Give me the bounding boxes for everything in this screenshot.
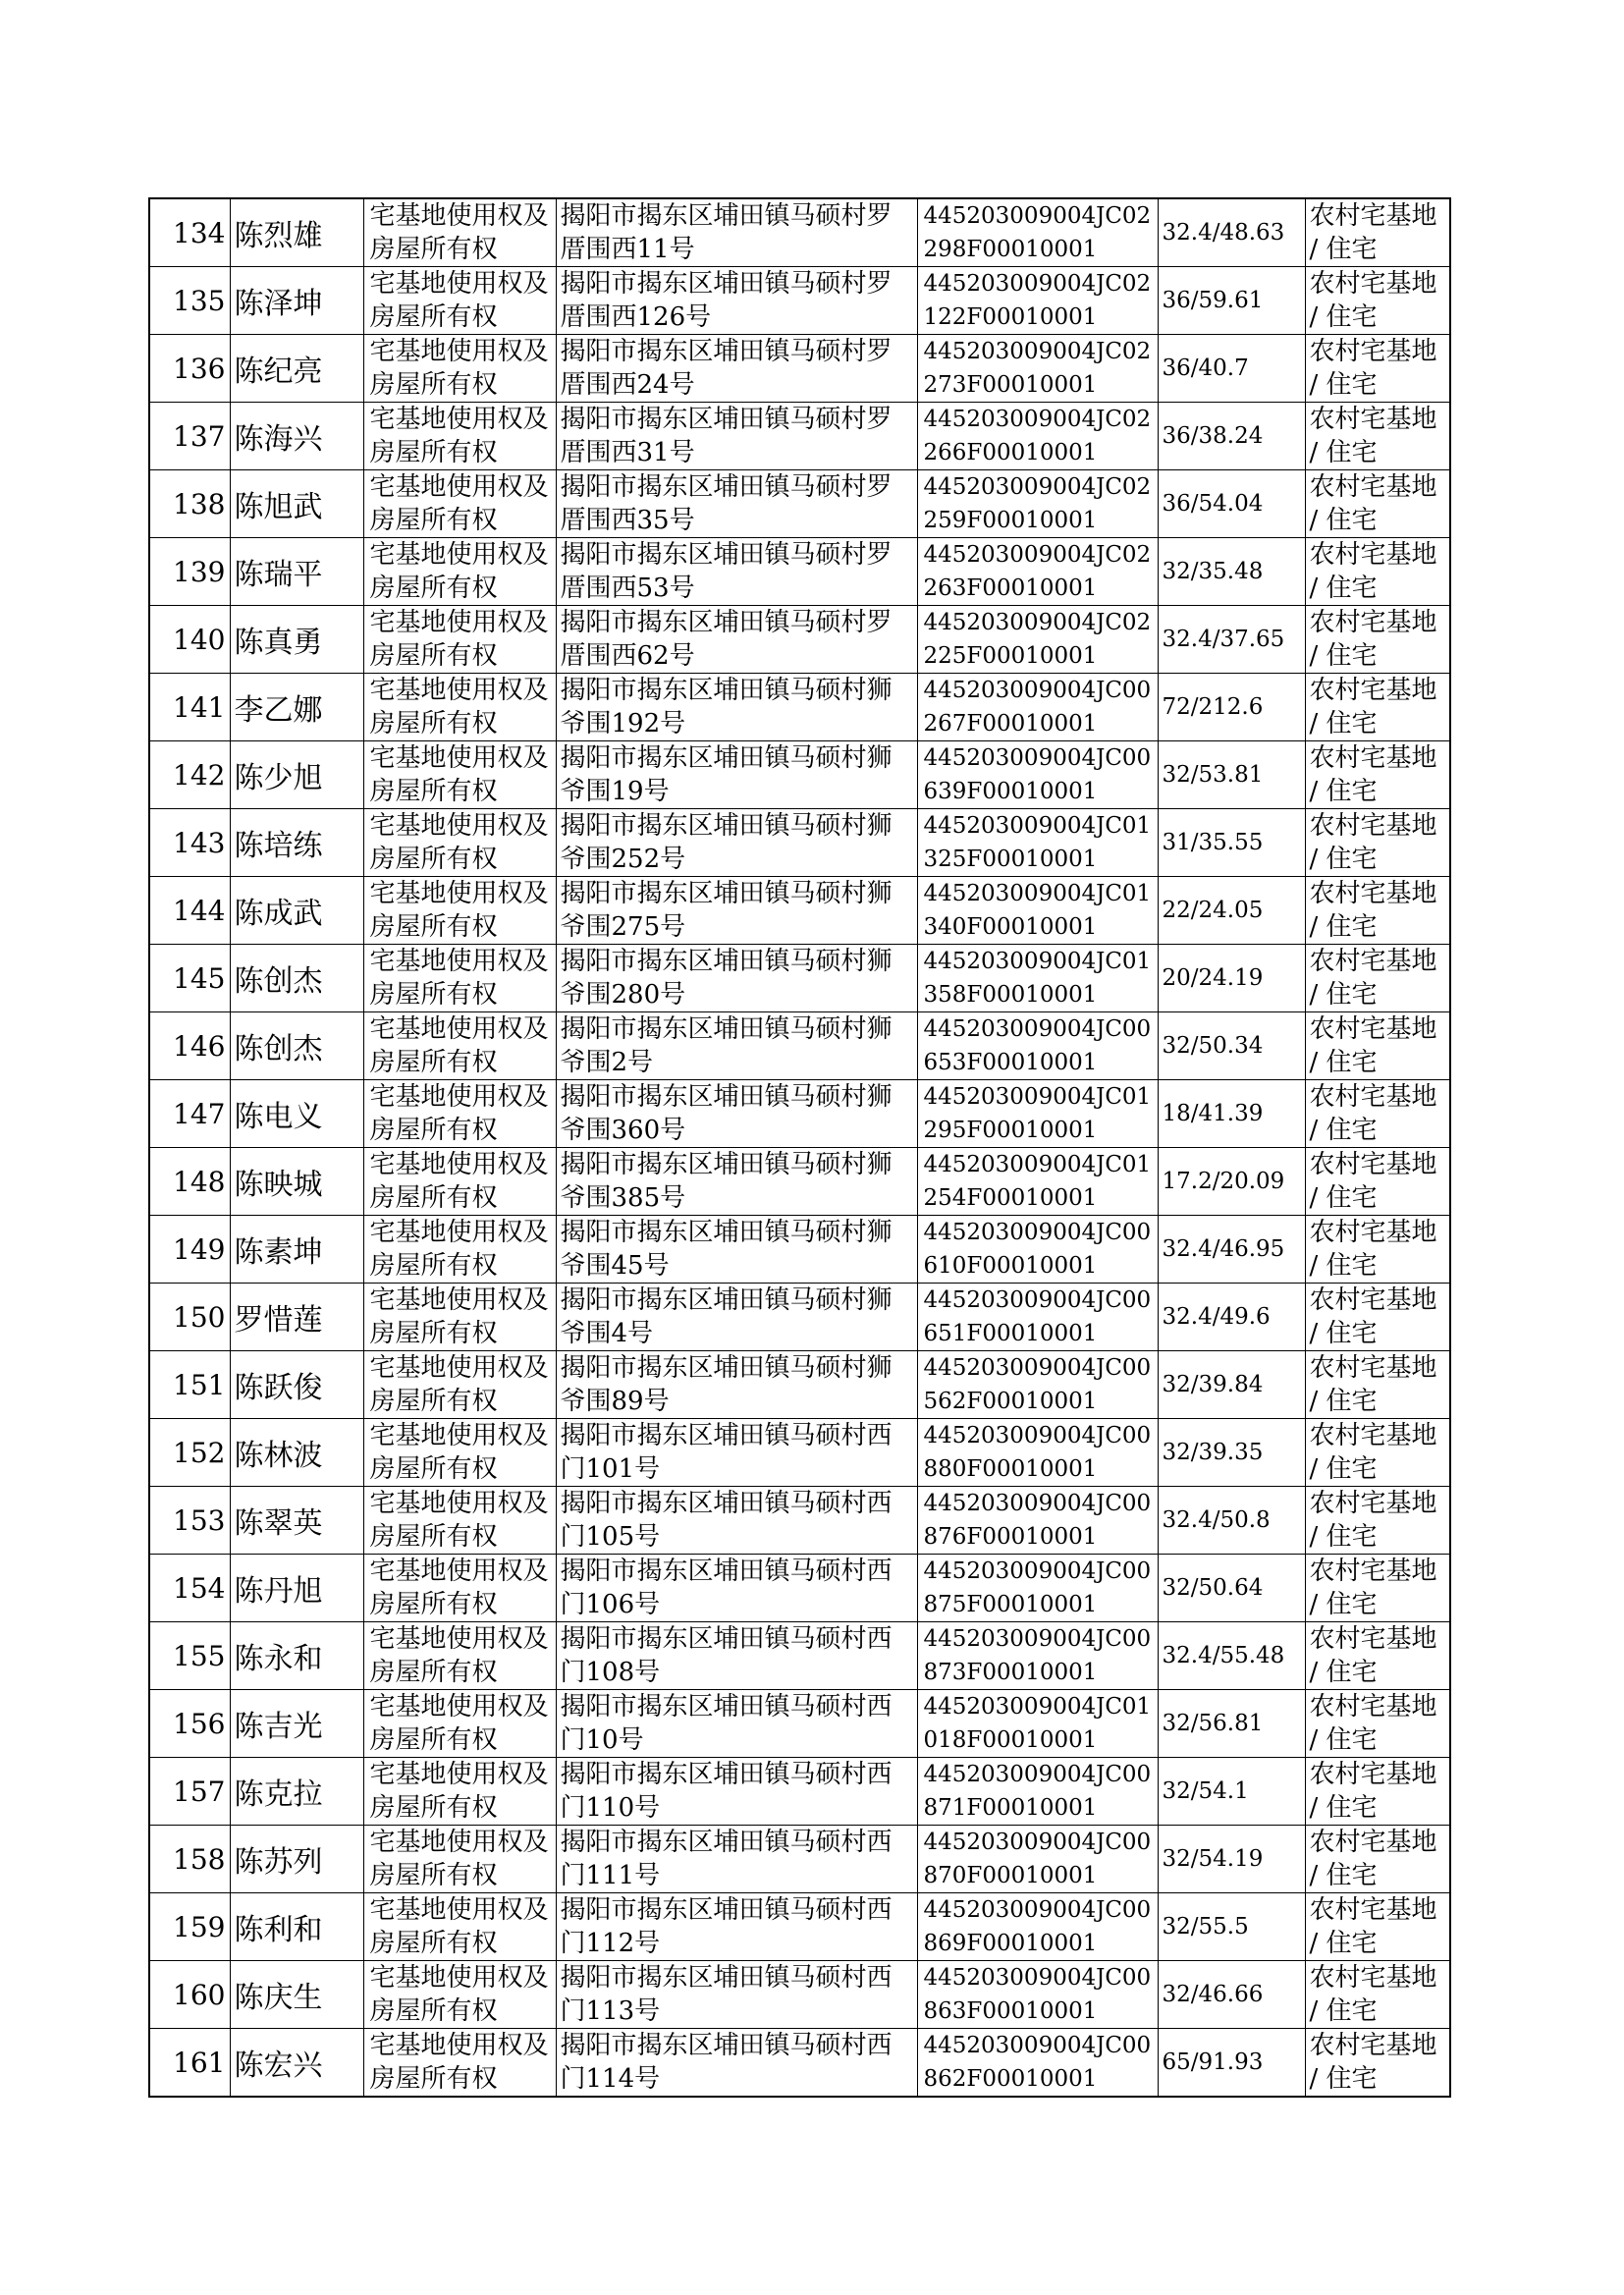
land-use-cell: 农村宅基地 / 住宅 (1305, 1419, 1450, 1487)
land-use-cell: 农村宅基地 / 住宅 (1305, 1758, 1450, 1826)
location-cell: 揭阳市揭东区埔田镇马硕村狮爷围275号 (556, 877, 917, 945)
location-cell: 揭阳市揭东区埔田镇马硕村狮爷围45号 (556, 1216, 917, 1284)
area-cell: 32/56.81 (1158, 1690, 1305, 1758)
area-cell: 32/50.64 (1158, 1555, 1305, 1622)
row-number-cell: 154 (149, 1555, 230, 1622)
owner-name-cell: 陈瑞平 (230, 538, 363, 606)
land-use-cell: 农村宅基地 / 住宅 (1305, 403, 1450, 470)
location-cell: 揭阳市揭东区埔田镇马硕村西门114号 (556, 2029, 917, 2098)
property-rights-table (148, 197, 1451, 2098)
unit-code-cell: 445203009004JC00862F00010001 (917, 2029, 1158, 2098)
owner-name-cell: 陈丹旭 (230, 1555, 363, 1622)
table-row (149, 1351, 1450, 1419)
land-use-cell: 农村宅基地 / 住宅 (1305, 267, 1450, 335)
land-use-cell: 农村宅基地 / 住宅 (1305, 1216, 1450, 1284)
right-type-cell: 宅基地使用权及房屋所有权 (363, 606, 556, 674)
row-number-cell: 160 (149, 1961, 230, 2029)
area-cell: 32/46.66 (1158, 1961, 1305, 2029)
land-use-cell: 农村宅基地 / 住宅 (1305, 470, 1450, 538)
right-type-cell: 宅基地使用权及房屋所有权 (363, 470, 556, 538)
area-cell: 31/35.55 (1158, 809, 1305, 877)
area-cell: 32/50.34 (1158, 1012, 1305, 1080)
unit-code-cell: 445203009004JC00610F00010001 (917, 1216, 1158, 1284)
land-use-cell: 农村宅基地 / 住宅 (1305, 1893, 1450, 1961)
table-row (149, 1622, 1450, 1690)
right-type-cell: 宅基地使用权及房屋所有权 (363, 1284, 556, 1351)
table-row (149, 538, 1450, 606)
table-row (149, 1080, 1450, 1148)
area-cell: 32.4/49.6 (1158, 1284, 1305, 1351)
land-use-cell: 农村宅基地 / 住宅 (1305, 1487, 1450, 1555)
land-use-cell: 农村宅基地 / 住宅 (1305, 1012, 1450, 1080)
owner-name-cell: 陈海兴 (230, 403, 363, 470)
unit-code-cell: 445203009004JC02259F00010001 (917, 470, 1158, 538)
table-row (149, 1690, 1450, 1758)
right-type-cell: 宅基地使用权及房屋所有权 (363, 198, 556, 267)
right-type-cell: 宅基地使用权及房屋所有权 (363, 1555, 556, 1622)
row-number-cell: 155 (149, 1622, 230, 1690)
unit-code-cell: 445203009004JC01018F00010001 (917, 1690, 1158, 1758)
location-cell: 揭阳市揭东区埔田镇马硕村西门111号 (556, 1826, 917, 1893)
row-number-cell: 153 (149, 1487, 230, 1555)
unit-code-cell: 445203009004JC00562F00010001 (917, 1351, 1158, 1419)
right-type-cell: 宅基地使用权及房屋所有权 (363, 945, 556, 1012)
unit-code-cell: 445203009004JC02122F00010001 (917, 267, 1158, 335)
unit-code-cell: 445203009004JC00267F00010001 (917, 674, 1158, 741)
owner-name-cell: 陈永和 (230, 1622, 363, 1690)
owner-name-cell: 陈真勇 (230, 606, 363, 674)
location-cell: 揭阳市揭东区埔田镇马硕村西门112号 (556, 1893, 917, 1961)
right-type-cell: 宅基地使用权及房屋所有权 (363, 741, 556, 809)
row-number-cell: 140 (149, 606, 230, 674)
land-use-cell: 农村宅基地 / 住宅 (1305, 1148, 1450, 1216)
owner-name-cell: 李乙娜 (230, 674, 363, 741)
right-type-cell: 宅基地使用权及房屋所有权 (363, 335, 556, 403)
table-row (149, 606, 1450, 674)
unit-code-cell: 445203009004JC00863F00010001 (917, 1961, 1158, 2029)
land-use-cell: 农村宅基地 / 住宅 (1305, 945, 1450, 1012)
land-use-cell: 农村宅基地 / 住宅 (1305, 198, 1450, 267)
row-number-cell: 147 (149, 1080, 230, 1148)
unit-code-cell: 445203009004JC00875F00010001 (917, 1555, 1158, 1622)
location-cell: 揭阳市揭东区埔田镇马硕村西门108号 (556, 1622, 917, 1690)
unit-code-cell: 445203009004JC02298F00010001 (917, 198, 1158, 267)
unit-code-cell: 445203009004JC02266F00010001 (917, 403, 1158, 470)
unit-code-cell: 445203009004JC01325F00010001 (917, 809, 1158, 877)
location-cell: 揭阳市揭东区埔田镇马硕村狮爷围280号 (556, 945, 917, 1012)
table-row (149, 1758, 1450, 1826)
right-type-cell: 宅基地使用权及房屋所有权 (363, 538, 556, 606)
row-number-cell: 143 (149, 809, 230, 877)
right-type-cell: 宅基地使用权及房屋所有权 (363, 1893, 556, 1961)
right-type-cell: 宅基地使用权及房屋所有权 (363, 1487, 556, 1555)
location-cell: 揭阳市揭东区埔田镇马硕村狮爷围89号 (556, 1351, 917, 1419)
land-use-cell: 农村宅基地 / 住宅 (1305, 1284, 1450, 1351)
row-number-cell: 134 (149, 198, 230, 267)
land-use-cell: 农村宅基地 / 住宅 (1305, 1826, 1450, 1893)
area-cell: 32.4/46.95 (1158, 1216, 1305, 1284)
land-use-cell: 农村宅基地 / 住宅 (1305, 741, 1450, 809)
unit-code-cell: 445203009004JC01340F00010001 (917, 877, 1158, 945)
row-number-cell: 135 (149, 267, 230, 335)
unit-code-cell: 445203009004JC00869F00010001 (917, 1893, 1158, 1961)
location-cell: 揭阳市揭东区埔田镇马硕村西门105号 (556, 1487, 917, 1555)
area-cell: 36/40.7 (1158, 335, 1305, 403)
land-use-cell: 农村宅基地 / 住宅 (1305, 1080, 1450, 1148)
area-cell: 36/54.04 (1158, 470, 1305, 538)
table-row (149, 335, 1450, 403)
right-type-cell: 宅基地使用权及房屋所有权 (363, 267, 556, 335)
land-use-cell: 农村宅基地 / 住宅 (1305, 606, 1450, 674)
owner-name-cell: 陈创杰 (230, 945, 363, 1012)
unit-code-cell: 445203009004JC01254F00010001 (917, 1148, 1158, 1216)
unit-code-cell: 445203009004JC02263F00010001 (917, 538, 1158, 606)
table-row (149, 674, 1450, 741)
row-number-cell: 150 (149, 1284, 230, 1351)
right-type-cell: 宅基地使用权及房屋所有权 (363, 1690, 556, 1758)
area-cell: 32.4/50.8 (1158, 1487, 1305, 1555)
owner-name-cell: 陈培练 (230, 809, 363, 877)
owner-name-cell: 陈宏兴 (230, 2029, 363, 2098)
table-row (149, 2029, 1450, 2098)
land-use-cell: 农村宅基地 / 住宅 (1305, 1961, 1450, 2029)
owner-name-cell: 陈创杰 (230, 1012, 363, 1080)
table-row (149, 1893, 1450, 1961)
owner-name-cell: 陈少旭 (230, 741, 363, 809)
right-type-cell: 宅基地使用权及房屋所有权 (363, 1622, 556, 1690)
owner-name-cell: 陈电义 (230, 1080, 363, 1148)
owner-name-cell: 陈旭武 (230, 470, 363, 538)
right-type-cell: 宅基地使用权及房屋所有权 (363, 1826, 556, 1893)
owner-name-cell: 陈跃俊 (230, 1351, 363, 1419)
row-number-cell: 142 (149, 741, 230, 809)
owner-name-cell: 陈映城 (230, 1148, 363, 1216)
row-number-cell: 151 (149, 1351, 230, 1419)
location-cell: 揭阳市揭东区埔田镇马硕村罗厝围西35号 (556, 470, 917, 538)
location-cell: 揭阳市揭东区埔田镇马硕村罗厝围西62号 (556, 606, 917, 674)
location-cell: 揭阳市揭东区埔田镇马硕村狮爷围360号 (556, 1080, 917, 1148)
area-cell: 32/54.19 (1158, 1826, 1305, 1893)
table-row (149, 1148, 1450, 1216)
table-row (149, 1961, 1450, 2029)
table-row (149, 198, 1450, 267)
right-type-cell: 宅基地使用权及房屋所有权 (363, 1012, 556, 1080)
location-cell: 揭阳市揭东区埔田镇马硕村狮爷围2号 (556, 1012, 917, 1080)
row-number-cell: 148 (149, 1148, 230, 1216)
row-number-cell: 145 (149, 945, 230, 1012)
table-row (149, 267, 1450, 335)
land-use-cell: 农村宅基地 / 住宅 (1305, 1690, 1450, 1758)
right-type-cell: 宅基地使用权及房屋所有权 (363, 2029, 556, 2098)
area-cell: 32/54.1 (1158, 1758, 1305, 1826)
table-row (149, 945, 1450, 1012)
area-cell: 32/39.84 (1158, 1351, 1305, 1419)
owner-name-cell: 陈成武 (230, 877, 363, 945)
area-cell: 17.2/20.09 (1158, 1148, 1305, 1216)
owner-name-cell: 陈吉光 (230, 1690, 363, 1758)
area-cell: 32.4/37.65 (1158, 606, 1305, 674)
table-row (149, 1555, 1450, 1622)
area-cell: 22/24.05 (1158, 877, 1305, 945)
unit-code-cell: 445203009004JC00651F00010001 (917, 1284, 1158, 1351)
location-cell: 揭阳市揭东区埔田镇马硕村西门106号 (556, 1555, 917, 1622)
unit-code-cell: 445203009004JC01358F00010001 (917, 945, 1158, 1012)
right-type-cell: 宅基地使用权及房屋所有权 (363, 1961, 556, 2029)
owner-name-cell: 陈克拉 (230, 1758, 363, 1826)
area-cell: 20/24.19 (1158, 945, 1305, 1012)
location-cell: 揭阳市揭东区埔田镇马硕村狮爷围4号 (556, 1284, 917, 1351)
area-cell: 32/39.35 (1158, 1419, 1305, 1487)
location-cell: 揭阳市揭东区埔田镇马硕村狮爷围19号 (556, 741, 917, 809)
right-type-cell: 宅基地使用权及房屋所有权 (363, 1419, 556, 1487)
table-row (149, 1487, 1450, 1555)
row-number-cell: 156 (149, 1690, 230, 1758)
land-use-cell: 农村宅基地 / 住宅 (1305, 335, 1450, 403)
row-number-cell: 141 (149, 674, 230, 741)
unit-code-cell: 445203009004JC00880F00010001 (917, 1419, 1158, 1487)
table-row (149, 1419, 1450, 1487)
location-cell: 揭阳市揭东区埔田镇马硕村罗厝围西31号 (556, 403, 917, 470)
table-row (149, 741, 1450, 809)
row-number-cell: 161 (149, 2029, 230, 2098)
row-number-cell: 159 (149, 1893, 230, 1961)
land-use-cell: 农村宅基地 / 住宅 (1305, 674, 1450, 741)
table-row (149, 403, 1450, 470)
owner-name-cell: 陈庆生 (230, 1961, 363, 2029)
owner-name-cell: 陈翠英 (230, 1487, 363, 1555)
unit-code-cell: 445203009004JC00653F00010001 (917, 1012, 1158, 1080)
unit-code-cell: 445203009004JC00876F00010001 (917, 1487, 1158, 1555)
owner-name-cell: 陈泽坤 (230, 267, 363, 335)
row-number-cell: 146 (149, 1012, 230, 1080)
location-cell: 揭阳市揭东区埔田镇马硕村西门101号 (556, 1419, 917, 1487)
owner-name-cell: 罗惜莲 (230, 1284, 363, 1351)
owner-name-cell: 陈素坤 (230, 1216, 363, 1284)
location-cell: 揭阳市揭东区埔田镇马硕村狮爷围385号 (556, 1148, 917, 1216)
right-type-cell: 宅基地使用权及房屋所有权 (363, 1758, 556, 1826)
area-cell: 32.4/48.63 (1158, 198, 1305, 267)
row-number-cell: 144 (149, 877, 230, 945)
area-cell: 32/55.5 (1158, 1893, 1305, 1961)
table-row (149, 1826, 1450, 1893)
land-use-cell: 农村宅基地 / 住宅 (1305, 877, 1450, 945)
area-cell: 32/35.48 (1158, 538, 1305, 606)
area-cell: 36/38.24 (1158, 403, 1305, 470)
location-cell: 揭阳市揭东区埔田镇马硕村西门10号 (556, 1690, 917, 1758)
location-cell: 揭阳市揭东区埔田镇马硕村罗厝围西53号 (556, 538, 917, 606)
area-cell: 32/53.81 (1158, 741, 1305, 809)
location-cell: 揭阳市揭东区埔田镇马硕村罗厝围西24号 (556, 335, 917, 403)
owner-name-cell: 陈林波 (230, 1419, 363, 1487)
owner-name-cell: 陈纪亮 (230, 335, 363, 403)
location-cell: 揭阳市揭东区埔田镇马硕村狮爷围192号 (556, 674, 917, 741)
row-number-cell: 137 (149, 403, 230, 470)
table-row (149, 1216, 1450, 1284)
right-type-cell: 宅基地使用权及房屋所有权 (363, 809, 556, 877)
area-cell: 32.4/55.48 (1158, 1622, 1305, 1690)
unit-code-cell: 445203009004JC02273F00010001 (917, 335, 1158, 403)
location-cell: 揭阳市揭东区埔田镇马硕村狮爷围252号 (556, 809, 917, 877)
land-use-cell: 农村宅基地 / 住宅 (1305, 2029, 1450, 2098)
right-type-cell: 宅基地使用权及房屋所有权 (363, 403, 556, 470)
land-use-cell: 农村宅基地 / 住宅 (1305, 809, 1450, 877)
right-type-cell: 宅基地使用权及房屋所有权 (363, 1216, 556, 1284)
land-use-cell: 农村宅基地 / 住宅 (1305, 1351, 1450, 1419)
unit-code-cell: 445203009004JC01295F00010001 (917, 1080, 1158, 1148)
row-number-cell: 139 (149, 538, 230, 606)
owner-name-cell: 陈苏列 (230, 1826, 363, 1893)
right-type-cell: 宅基地使用权及房屋所有权 (363, 1351, 556, 1419)
area-cell: 18/41.39 (1158, 1080, 1305, 1148)
row-number-cell: 152 (149, 1419, 230, 1487)
right-type-cell: 宅基地使用权及房屋所有权 (363, 1080, 556, 1148)
right-type-cell: 宅基地使用权及房屋所有权 (363, 674, 556, 741)
land-use-cell: 农村宅基地 / 住宅 (1305, 538, 1450, 606)
unit-code-cell: 445203009004JC00871F00010001 (917, 1758, 1158, 1826)
area-cell: 36/59.61 (1158, 267, 1305, 335)
right-type-cell: 宅基地使用权及房屋所有权 (363, 877, 556, 945)
unit-code-cell: 445203009004JC00639F00010001 (917, 741, 1158, 809)
row-number-cell: 157 (149, 1758, 230, 1826)
table-row (149, 470, 1450, 538)
owner-name-cell: 陈利和 (230, 1893, 363, 1961)
table-body (149, 198, 1450, 2097)
table-row (149, 809, 1450, 877)
owner-name-cell: 陈烈雄 (230, 198, 363, 267)
row-number-cell: 136 (149, 335, 230, 403)
unit-code-cell: 445203009004JC00870F00010001 (917, 1826, 1158, 1893)
table-row (149, 877, 1450, 945)
row-number-cell: 138 (149, 470, 230, 538)
table-row (149, 1012, 1450, 1080)
land-use-cell: 农村宅基地 / 住宅 (1305, 1555, 1450, 1622)
location-cell: 揭阳市揭东区埔田镇马硕村罗厝围西11号 (556, 198, 917, 267)
land-use-cell: 农村宅基地 / 住宅 (1305, 1622, 1450, 1690)
unit-code-cell: 445203009004JC00873F00010001 (917, 1622, 1158, 1690)
row-number-cell: 158 (149, 1826, 230, 1893)
row-number-cell: 149 (149, 1216, 230, 1284)
area-cell: 72/212.6 (1158, 674, 1305, 741)
location-cell: 揭阳市揭东区埔田镇马硕村西门110号 (556, 1758, 917, 1826)
right-type-cell: 宅基地使用权及房屋所有权 (363, 1148, 556, 1216)
location-cell: 揭阳市揭东区埔田镇马硕村西门113号 (556, 1961, 917, 2029)
location-cell: 揭阳市揭东区埔田镇马硕村罗厝围西126号 (556, 267, 917, 335)
unit-code-cell: 445203009004JC02225F00010001 (917, 606, 1158, 674)
area-cell: 65/91.93 (1158, 2029, 1305, 2098)
table-row (149, 1284, 1450, 1351)
